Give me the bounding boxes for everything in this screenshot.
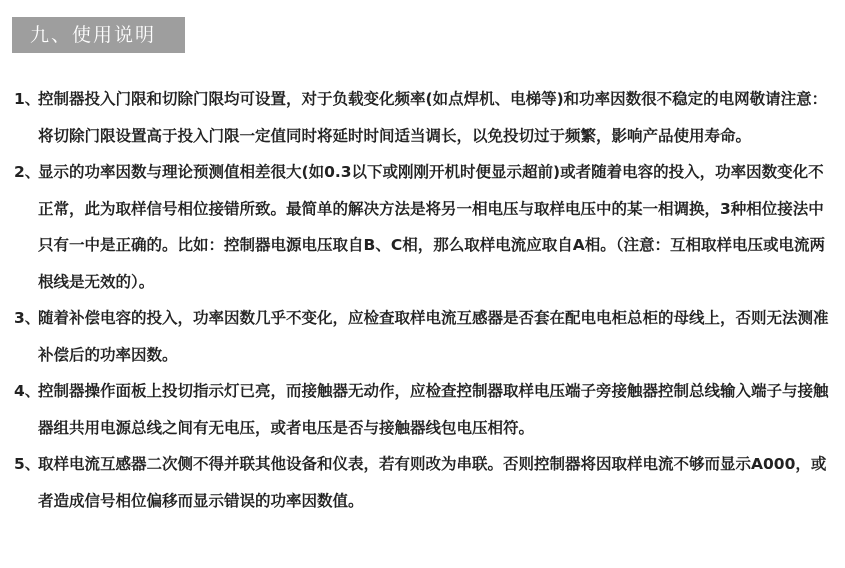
- item-number: 1、: [14, 90, 41, 108]
- list-item: [14, 154, 830, 300]
- item-text: 控制器投入门限和切除门限均可设置，对于负载变化频率(如点焊机、电梯等)和功率因数很不稳定的电网敬请注意：将切除门限设置高于投入门限一定值同时将延时时间适当调长，以免投切过于频繁，影响产品使用寿命。: [38, 90, 828, 145]
- list-item: [14, 300, 830, 373]
- item-number: 3、: [14, 309, 41, 327]
- item-number: 4、: [14, 382, 41, 400]
- list-item: [14, 373, 830, 446]
- item-number: 5、: [14, 455, 41, 473]
- item-text: 控制器操作面板上投切指示灯已亮，而接触器无动作，应检查控制器取样电压端子旁接触器控制总线输入端子与接触器组共用电源总线之间有无电压，或者电压是否与接触器线包电压相符。: [38, 382, 829, 437]
- list-item: [14, 81, 830, 154]
- item-text: 取样电流互感器二次侧不得并联其他设备和仪表，若有则改为串联。否则控制器将因取样电流不够而显示A000，或者造成信号相位偏移而显示错误的功率因数值。: [38, 455, 827, 510]
- item-text: 显示的功率因数与理论预测值相差很大(如0.3以下或刚刚开机时便显示超前)或者随着电容的投入，功率因数变化不正常，此为取样信号相位接错所致。最简单的解决方法是将另一相电压与取样电压中的某一相调换，3种相位接法中只有一中是正确的。比如：控制器电源电压取自B、C相，那么取样电流应取自A相。（注意：互相取样电压或电流两根线是无效的）。: [38, 163, 825, 291]
- list-item: [14, 446, 830, 519]
- item-text: 随着补偿电容的投入，功率因数几乎不变化，应检查取样电流互感器是否套在配电电柜总柜的母线上，否则无法测准补偿后的功率因数。: [38, 309, 829, 364]
- item-number: 2、: [14, 163, 41, 181]
- usage-instructions-list: [14, 81, 830, 519]
- section-title: 九、使用说明: [12, 17, 185, 53]
